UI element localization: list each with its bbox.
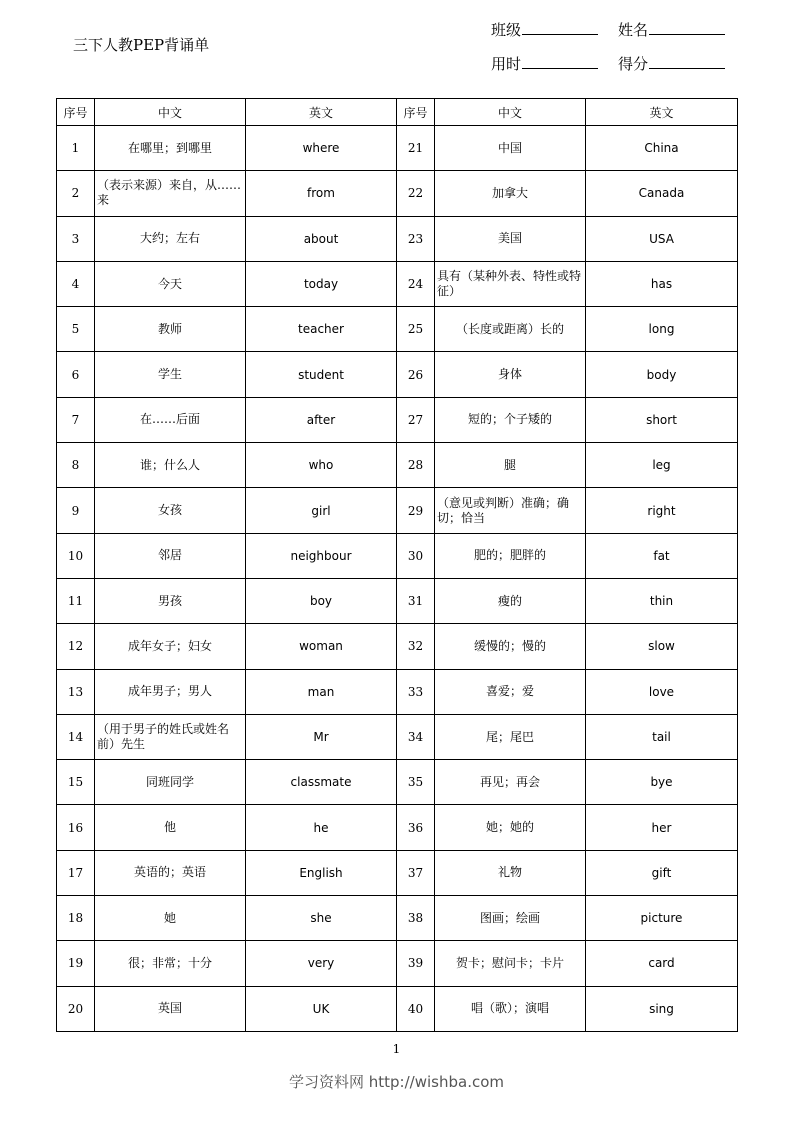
table-row [57,941,738,986]
table-row [57,443,738,488]
row-english: classmate [246,760,397,805]
table-row [57,578,738,623]
table-row [57,533,738,578]
row-num: 29 [397,488,435,533]
row-english: USA [586,216,738,261]
row-english: UK [246,986,397,1031]
row-chinese: 腿 [435,443,586,488]
row-chinese: 缓慢的；慢的 [435,624,586,669]
row-english: woman [246,624,397,669]
vocabulary-table [56,98,738,1032]
row-num: 36 [397,805,435,850]
row-chinese: 喜爱；爱 [435,669,586,714]
row-chinese: 很；非常；十分 [95,941,246,986]
row-num: 14 [57,714,95,759]
row-num: 10 [57,533,95,578]
row-num: 25 [397,307,435,352]
row-num: 32 [397,624,435,669]
header-en-right: 英文 [586,99,738,126]
time-blank[interactable] [522,54,598,69]
class-field [491,19,598,40]
row-english: where [246,126,397,171]
row-num: 1 [57,126,95,171]
row-chinese: （表示来源）来自，从……来 [95,171,246,216]
table-row [57,171,738,216]
row-english: boy [246,578,397,623]
row-chinese: 身体 [435,352,586,397]
header-en-left: 英文 [246,99,397,126]
table-row [57,805,738,850]
header-num-right: 序号 [397,99,435,126]
row-english: who [246,443,397,488]
row-english: picture [586,896,738,941]
row-num: 38 [397,896,435,941]
row-english: tail [586,714,738,759]
row-chinese: （用于男子的姓氏或姓名前）先生 [95,714,246,759]
row-num: 8 [57,443,95,488]
table-row [57,488,738,533]
score-field [618,53,725,74]
row-chinese: 邻居 [95,533,246,578]
row-num: 3 [57,216,95,261]
row-chinese: 瘦的 [435,578,586,623]
row-english: very [246,941,397,986]
row-chinese: 成年男子；男人 [95,669,246,714]
row-chinese: 短的；个子矮的 [435,397,586,442]
row-num: 19 [57,941,95,986]
row-chinese: 教师 [95,307,246,352]
row-chinese: 学生 [95,352,246,397]
row-english: she [246,896,397,941]
row-num: 7 [57,397,95,442]
row-english: long [586,307,738,352]
row-num: 17 [57,850,95,895]
row-chinese: 女孩 [95,488,246,533]
row-num: 12 [57,624,95,669]
row-chinese: 加拿大 [435,171,586,216]
row-english: English [246,850,397,895]
row-english: China [586,126,738,171]
row-chinese: 具有（某种外表、特性或特征） [435,261,586,306]
header-zh-right: 中文 [435,99,586,126]
row-chinese: 唱（歌）；演唱 [435,986,586,1031]
table-row [57,307,738,352]
row-chinese: 贺卡；慰问卡；卡片 [435,941,586,986]
header-zh-left: 中文 [95,99,246,126]
row-english: bye [586,760,738,805]
row-chinese: 英国 [95,986,246,1031]
table-row [57,126,738,171]
row-english: short [586,397,738,442]
table-row [57,760,738,805]
row-chinese: 男孩 [95,578,246,623]
row-english: card [586,941,738,986]
row-english: thin [586,578,738,623]
row-num: 22 [397,171,435,216]
row-english: body [586,352,738,397]
row-num: 11 [57,578,95,623]
row-num: 13 [57,669,95,714]
table-row [57,397,738,442]
name-blank[interactable] [649,20,725,35]
row-num: 26 [397,352,435,397]
row-chinese: 成年女子；妇女 [95,624,246,669]
table-row [57,261,738,306]
row-english: fat [586,533,738,578]
time-field [491,53,598,74]
row-english: her [586,805,738,850]
row-num: 27 [397,397,435,442]
row-english: about [246,216,397,261]
page-number: 1 [392,1042,401,1056]
table-row [57,352,738,397]
row-english: slow [586,624,738,669]
score-blank[interactable] [649,54,725,69]
row-english: Mr [246,714,397,759]
row-english: right [586,488,738,533]
row-chinese: 同班同学 [95,760,246,805]
row-chinese: 她；她的 [435,805,586,850]
row-num: 40 [397,986,435,1031]
row-english: from [246,171,397,216]
row-chinese: 图画；绘画 [435,896,586,941]
row-num: 5 [57,307,95,352]
score-label: 得分 [618,55,649,73]
row-chinese: 在哪里；到哪里 [95,126,246,171]
row-english: girl [246,488,397,533]
table-header-row [57,99,738,126]
row-chinese: 中国 [435,126,586,171]
row-num: 2 [57,171,95,216]
row-num: 35 [397,760,435,805]
row-chinese: 再见；再会 [435,760,586,805]
row-chinese: 英语的；英语 [95,850,246,895]
row-chinese: 谁；什么人 [95,443,246,488]
header-num-left: 序号 [57,99,95,126]
row-num: 16 [57,805,95,850]
row-chinese: （意见或判断）准确；确切；恰当 [435,488,586,533]
class-label: 班级 [491,21,522,39]
row-chinese: 肥的；肥胖的 [435,533,586,578]
row-english: Canada [586,171,738,216]
row-num: 21 [397,126,435,171]
row-num: 23 [397,216,435,261]
row-num: 31 [397,578,435,623]
row-chinese: 尾；尾巴 [435,714,586,759]
row-chinese: （长度或距离）长的 [435,307,586,352]
row-num: 18 [57,896,95,941]
table-row [57,714,738,759]
name-field [618,19,725,40]
row-num: 4 [57,261,95,306]
row-chinese: 大约；左右 [95,216,246,261]
row-chinese: 今天 [95,261,246,306]
class-blank[interactable] [522,20,598,35]
row-english: neighbour [246,533,397,578]
row-num: 24 [397,261,435,306]
table-row [57,986,738,1031]
row-chinese: 在……后面 [95,397,246,442]
row-chinese: 美国 [435,216,586,261]
row-english: love [586,669,738,714]
row-english: has [586,261,738,306]
page-title: 三下人教PEP背诵单 [73,36,210,54]
row-english: after [246,397,397,442]
row-num: 20 [57,986,95,1031]
row-num: 34 [397,714,435,759]
row-num: 37 [397,850,435,895]
name-label: 姓名 [618,21,649,39]
row-num: 9 [57,488,95,533]
table-row [57,669,738,714]
row-num: 15 [57,760,95,805]
row-english: sing [586,986,738,1031]
table-row [57,216,738,261]
row-english: teacher [246,307,397,352]
row-num: 28 [397,443,435,488]
table-row [57,624,738,669]
row-num: 33 [397,669,435,714]
row-english: man [246,669,397,714]
site-watermark: 学习资料网 http://wishba.com [289,1073,504,1091]
row-english: student [246,352,397,397]
table-row [57,850,738,895]
row-num: 30 [397,533,435,578]
row-english: he [246,805,397,850]
table-row [57,896,738,941]
row-english: leg [586,443,738,488]
row-english: gift [586,850,738,895]
row-chinese: 他 [95,805,246,850]
time-label: 用时 [491,55,522,73]
row-chinese: 礼物 [435,850,586,895]
row-num: 6 [57,352,95,397]
row-num: 39 [397,941,435,986]
row-chinese: 她 [95,896,246,941]
row-english: today [246,261,397,306]
